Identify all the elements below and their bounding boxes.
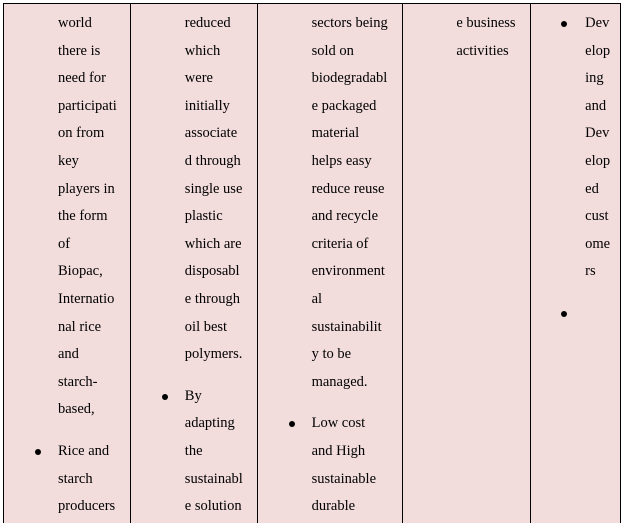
table-column-2 — [131, 4, 258, 523]
line-text: based, — [58, 401, 95, 418]
line-text: there is — [58, 42, 101, 59]
bullet-icon — [289, 421, 295, 427]
line-text: Low cost — [311, 415, 366, 432]
line-text: on from — [58, 125, 105, 142]
line-text: need for — [58, 70, 106, 87]
text-line — [131, 438, 257, 466]
line-text: of — [58, 235, 71, 252]
line-text: disposabl — [184, 263, 240, 280]
line-text: players in — [58, 180, 115, 197]
line-text: cust — [585, 208, 609, 225]
document-table — [3, 3, 621, 523]
line-text: key — [58, 152, 79, 169]
text-line — [131, 93, 257, 121]
line-text: helps easy — [311, 152, 372, 169]
line-text: single use — [184, 180, 243, 197]
text-line — [131, 203, 257, 231]
text-line — [258, 203, 403, 231]
line-text: material — [311, 125, 360, 142]
line-text: which — [184, 42, 221, 59]
text-line — [4, 258, 130, 286]
bullet-icon — [561, 21, 567, 27]
text-line — [531, 38, 620, 66]
line-text: Rice and — [58, 442, 110, 459]
line-text: adapting — [184, 415, 235, 432]
text-line — [258, 258, 403, 286]
text-line — [531, 10, 620, 38]
line-text: e solution — [184, 498, 242, 515]
line-text: environment — [311, 263, 385, 280]
line-text: polymers. — [184, 346, 243, 363]
line-text: biodegradabl — [311, 70, 388, 87]
line-text: Internatio — [58, 290, 115, 307]
line-text: By — [184, 387, 202, 404]
line-text: rs — [585, 263, 596, 280]
text-line — [258, 65, 403, 93]
line-text: managed. — [311, 373, 368, 390]
text-line — [258, 176, 403, 204]
text-line — [531, 203, 620, 231]
line-text: ome — [585, 235, 611, 252]
text-line — [4, 438, 130, 466]
line-text: and — [585, 97, 607, 114]
text-line — [131, 10, 257, 38]
line-text: starch- — [58, 373, 98, 390]
line-text: oil best — [184, 318, 228, 335]
line-text: ed — [585, 180, 599, 197]
text-line — [4, 466, 130, 494]
text-line — [403, 38, 530, 66]
line-text: participati — [58, 97, 117, 114]
line-text: the form — [58, 208, 108, 225]
line-text: Biopac, — [58, 263, 103, 280]
line-text: reduce reuse — [311, 180, 385, 197]
text-line — [531, 93, 620, 121]
text-line — [4, 314, 130, 342]
text-line — [531, 65, 620, 93]
table-column-3 — [258, 4, 404, 523]
text-line — [131, 231, 257, 259]
line-text: ing — [585, 70, 604, 87]
line-text: world — [58, 15, 92, 31]
text-line — [131, 466, 257, 494]
text-line — [258, 38, 403, 66]
text-line — [531, 176, 620, 204]
line-text: e packaged — [311, 97, 377, 114]
line-text: sectors being — [311, 15, 388, 31]
text-line — [131, 120, 257, 148]
line-text: criteria of — [311, 235, 369, 252]
text-line — [4, 148, 130, 176]
bullet-icon — [162, 394, 168, 400]
text-line — [531, 300, 620, 328]
line-text: elop — [585, 42, 611, 59]
bullet-icon — [561, 311, 567, 317]
line-text: sustainabilit — [311, 318, 382, 335]
text-line — [4, 341, 130, 369]
line-text: associate — [184, 125, 238, 142]
line-text: al — [311, 290, 323, 307]
line-text: reduced — [184, 15, 231, 31]
text-line — [4, 93, 130, 121]
text-line — [258, 286, 403, 314]
text-line — [131, 38, 257, 66]
text-line — [4, 120, 130, 148]
text-line — [531, 258, 620, 286]
text-line — [258, 369, 403, 397]
text-line — [4, 10, 130, 38]
line-text: Dev — [585, 125, 610, 142]
line-text: and High — [311, 442, 366, 459]
line-text: which are — [184, 235, 242, 252]
line-text: durable — [311, 498, 356, 515]
text-line — [4, 65, 130, 93]
line-text: plastic — [184, 208, 223, 225]
text-line — [4, 396, 130, 424]
line-text: activities — [456, 42, 509, 59]
text-line — [258, 93, 403, 121]
line-text: Dev — [585, 15, 610, 31]
text-line — [131, 148, 257, 176]
line-text: sold on — [311, 42, 354, 59]
line-text: producers — [58, 498, 116, 515]
line-text: initially — [184, 97, 230, 114]
line-text: elop — [585, 152, 611, 169]
text-line — [531, 120, 620, 148]
text-line — [258, 10, 403, 38]
text-line — [531, 231, 620, 259]
text-line — [4, 38, 130, 66]
line-text: the — [184, 442, 203, 459]
table-column-5 — [531, 4, 620, 523]
text-line — [4, 286, 130, 314]
text-line — [258, 314, 403, 342]
bullet-icon — [35, 449, 41, 455]
text-line — [131, 493, 257, 521]
line-text: and recycle — [311, 208, 379, 225]
line-text: sustainabl — [184, 470, 243, 487]
table-column-4 — [403, 4, 531, 523]
text-line — [131, 258, 257, 286]
line-text: and — [58, 346, 79, 363]
line-text: were — [184, 70, 213, 87]
text-line — [131, 286, 257, 314]
text-line — [131, 341, 257, 369]
text-line — [4, 231, 130, 259]
text-line — [258, 148, 403, 176]
line-text: nal rice — [58, 318, 102, 335]
text-line — [258, 410, 403, 438]
table-column-1 — [4, 4, 131, 523]
text-line — [131, 314, 257, 342]
line-text: d through — [184, 152, 241, 169]
text-line — [4, 203, 130, 231]
text-line — [403, 10, 530, 38]
line-text: e through — [184, 290, 240, 307]
text-line — [258, 493, 403, 521]
line-text: y to be — [311, 346, 352, 363]
text-line — [4, 369, 130, 397]
line-text: e business — [456, 15, 516, 31]
line-text: starch — [58, 470, 93, 487]
text-line — [4, 493, 130, 521]
text-line — [258, 120, 403, 148]
text-line — [4, 176, 130, 204]
text-line — [258, 466, 403, 494]
text-line — [131, 410, 257, 438]
text-line — [258, 438, 403, 466]
text-line — [131, 383, 257, 411]
text-line — [531, 148, 620, 176]
text-line — [131, 65, 257, 93]
text-line — [131, 176, 257, 204]
text-line — [258, 231, 403, 259]
line-text: sustainable — [311, 470, 377, 487]
text-line — [258, 341, 403, 369]
